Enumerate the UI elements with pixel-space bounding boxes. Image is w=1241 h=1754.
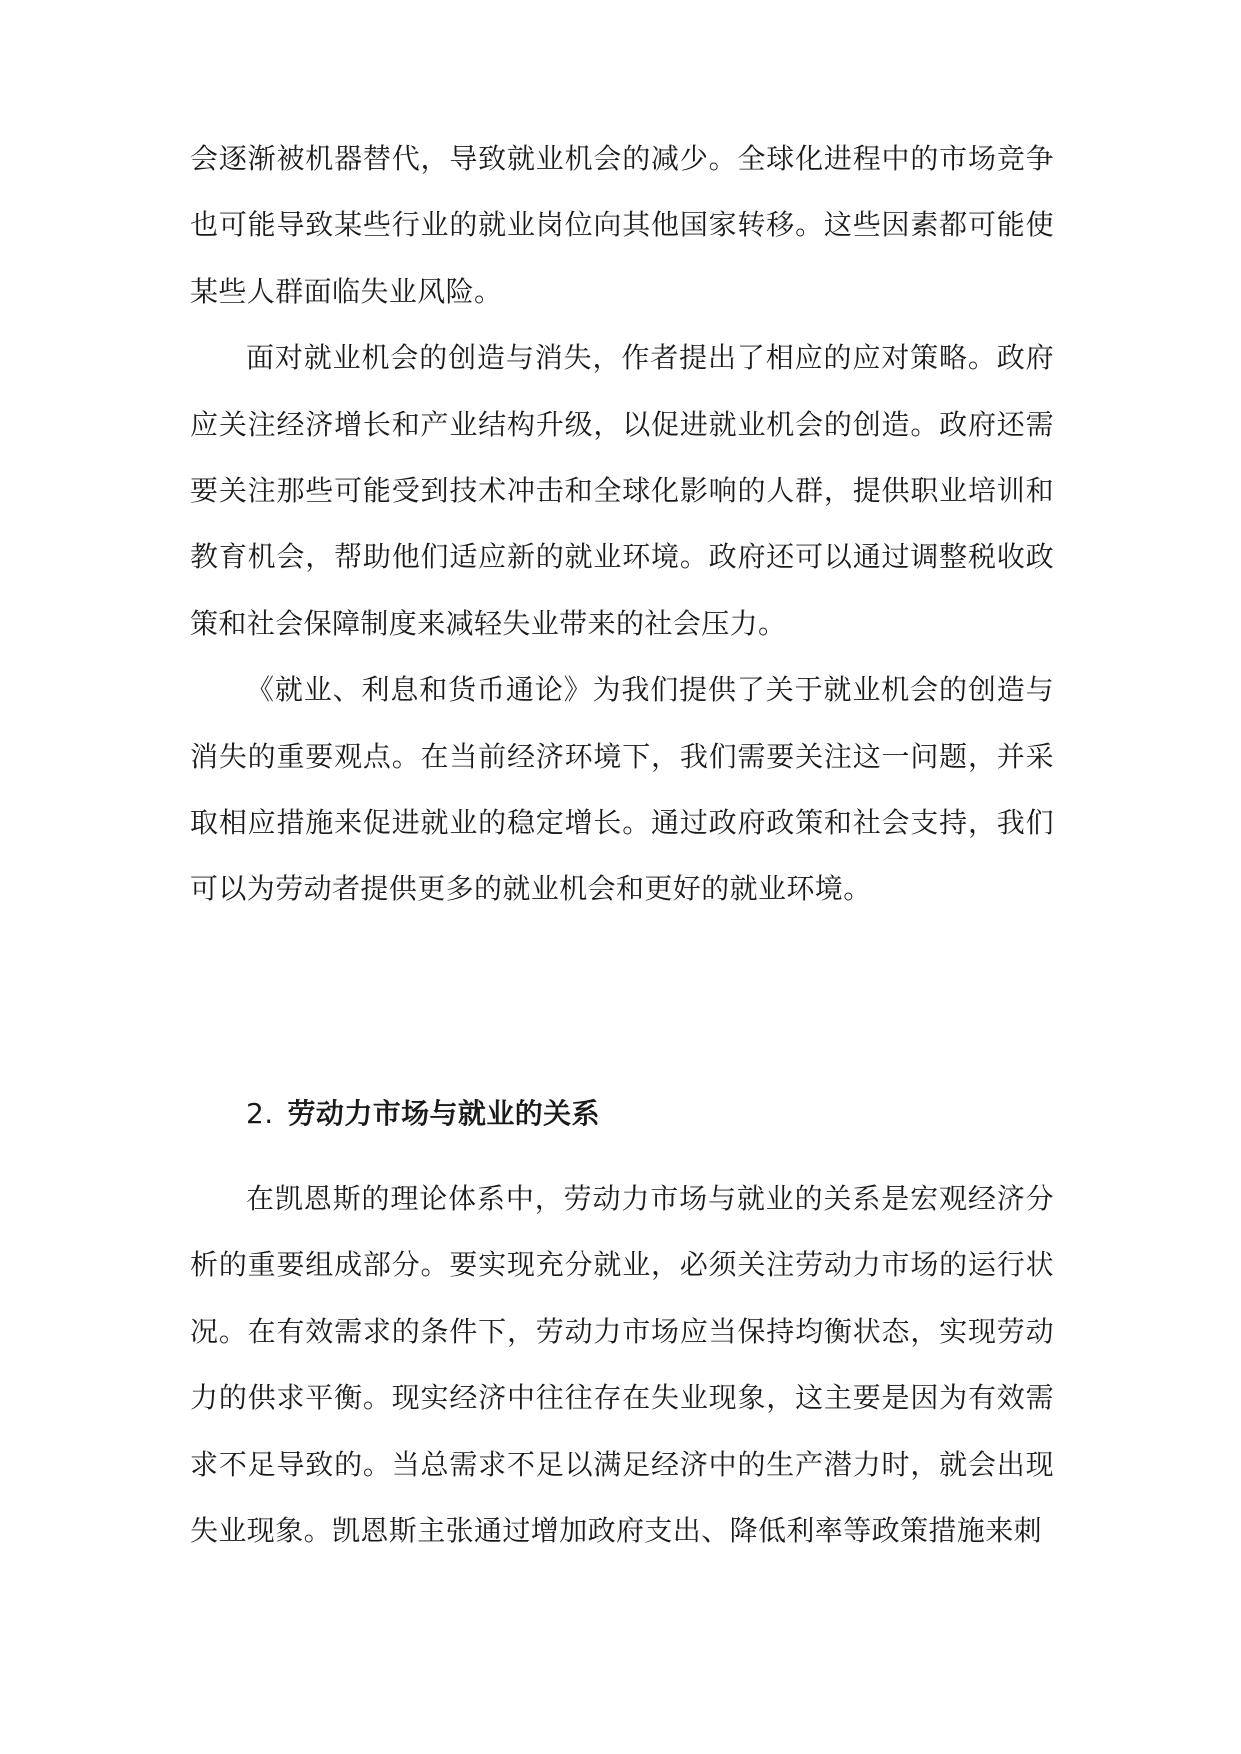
body-text-bottom: [190, 1166, 1054, 1564]
section-number: 2.: [246, 1097, 274, 1130]
paragraph-conclusion: 《就业、利息和货币通论》为我们提供了关于就业机会的创造与消失的重要观点。在当前经济环境下，我们需要关注这一问题，并采取相应措施来促进就业的稳定增长。通过政府政策和社会支持，我们可以为劳动者提供更多的就业机会和更好的就业环境。: [190, 673, 1054, 906]
section-heading: [246, 1090, 1054, 1138]
section-title: 劳动力市场与就业的关系: [287, 1097, 600, 1130]
paragraph-strategy: 面对就业机会的创造与消失，作者提出了相应的应对策略。政府应关注经济增长和产业结构升级，以促进就业机会的创造。政府还需要关注那些可能受到技术冲击和全球化影响的人群，提供职业培训和教育机会，帮助他们适应新的就业环境。政府还可以通过调整税收政策和社会保障制度来减轻失业带来的社会压力。: [190, 341, 1054, 640]
body-text-top: [190, 126, 1054, 923]
paragraph-continued: 会逐渐被机器替代，导致就业机会的减少。全球化进程中的市场竞争也可能导致某些行业的就业岗位向其他国家转移。这些因素都可能使某些人群面临失业风险。: [190, 142, 1054, 308]
paragraph-labor-market: 在凯恩斯的理论体系中，劳动力市场与就业的关系是宏观经济分析的重要组成部分。要实现充分就业，必须关注劳动力市场的运行状况。在有效需求的条件下，劳动力市场应当保持均衡状态，实现劳动力的供求平衡。现实经济中往往存在失业现象，这主要是因为有效需求不足导致的。当总需求不足以满足经济中的生产潜力时，就会出现失业现象。凯恩斯主张通过增加政府支出、降低利率等政策措施来刺: [190, 1182, 1054, 1548]
